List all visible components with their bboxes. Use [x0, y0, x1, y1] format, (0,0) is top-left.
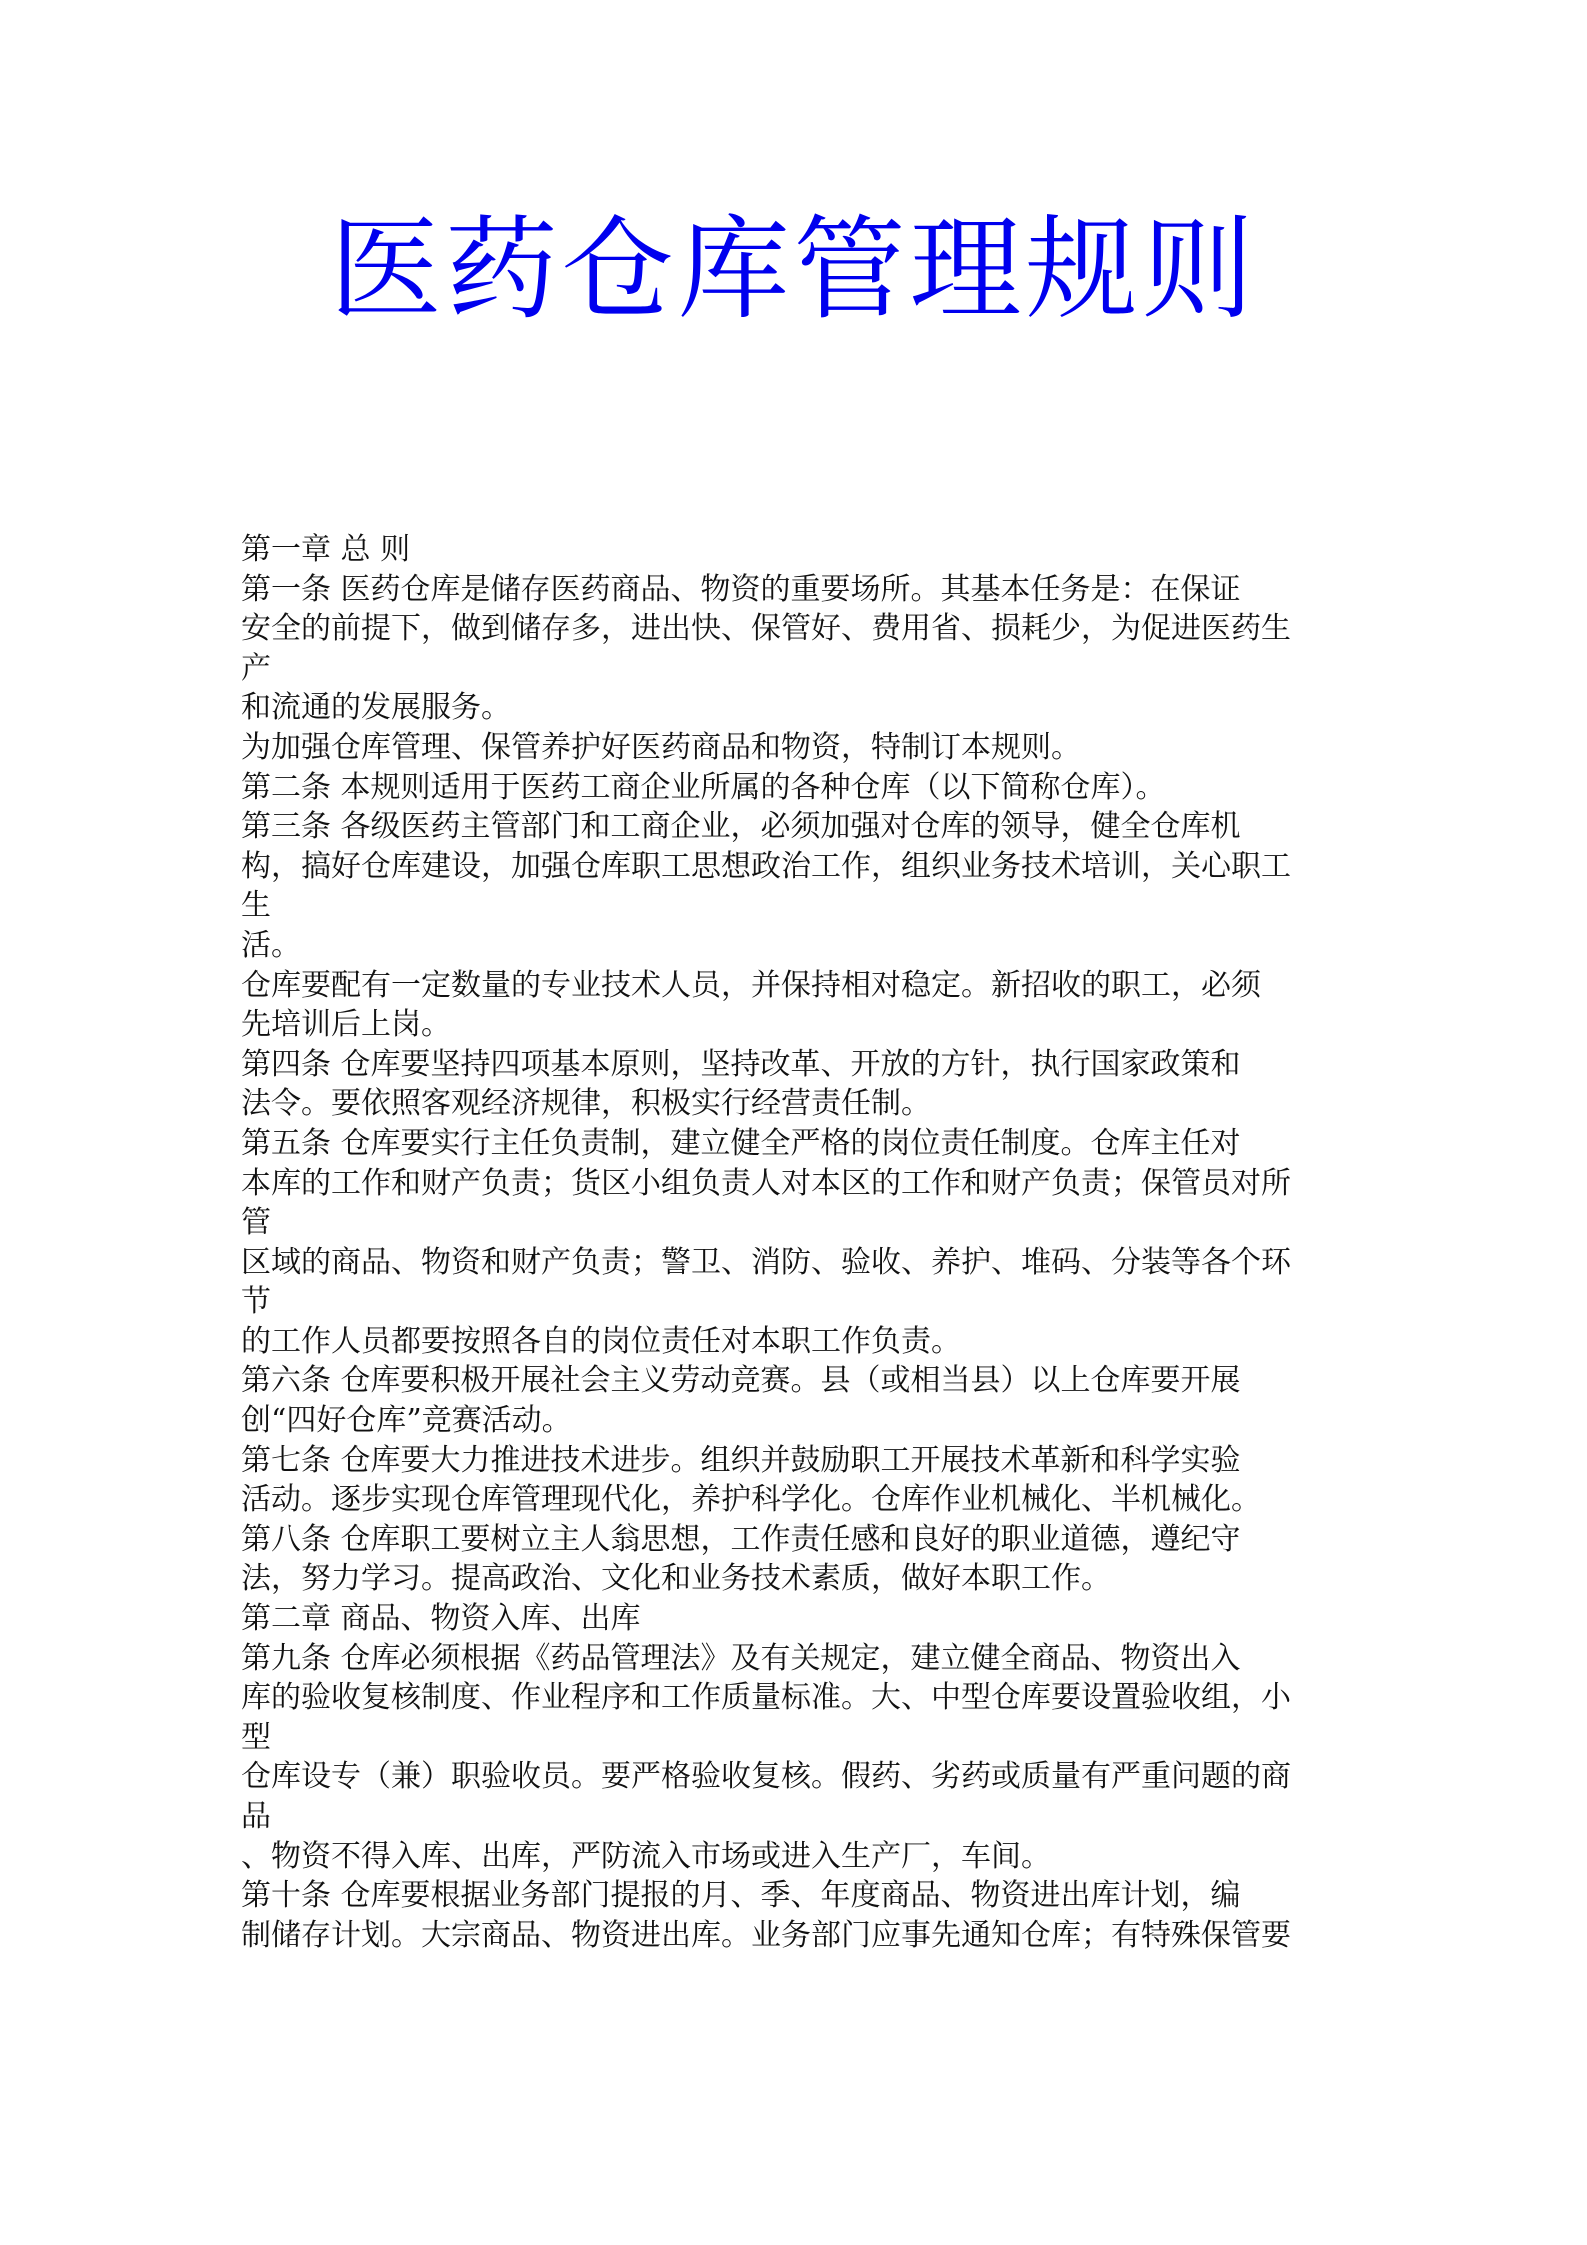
- text-line: 第二条 本规则适用于医药工商企业所属的各种仓库（以下简称仓库）。: [241, 769, 1166, 805]
- text-line: 第三条 各级医药主管部门和工商企业，必须加强对仓库的领导，健全仓库机: [241, 809, 1241, 845]
- text-line: 仓库要配有一定数量的专业技术人员，并保持相对稳定。新招收的职工，必须: [241, 967, 1261, 1003]
- text-line: 生: [241, 888, 271, 924]
- text-line: 型: [241, 1719, 271, 1755]
- text-line: 第九条 仓库必须根据《药品管理法》及有关规定，建立健全商品、物资出入: [241, 1640, 1241, 1676]
- text-line: 制储存计划。大宗商品、物资进出库。业务部门应事先通知仓库；有特殊保管要: [241, 1917, 1291, 1953]
- text-line: 的工作人员都要按照各自的岗位责任对本职工作负责。: [241, 1323, 961, 1359]
- text-line: 库的验收复核制度、作业程序和工作质量标准。大、中型仓库要设置验收组，小: [241, 1680, 1291, 1716]
- text-line: 活动。逐步实现仓库管理现代化，养护科学化。仓库作业机械化、半机械化。: [241, 1482, 1261, 1518]
- text-line: 创“四好仓库”竞赛活动。: [241, 1403, 572, 1439]
- text-line: 构，搞好仓库建设，加强仓库职工思想政治工作，组织业务技术培训，关心职工: [241, 848, 1291, 884]
- document-title: 医药仓库管理规则: [329, 205, 1258, 335]
- text-line: 安全的前提下，做到储存多，进出快、保管好、费用省、损耗少，为促进医药生: [241, 611, 1291, 647]
- text-line: 法，努力学习。提高政治、文化和业务技术素质，做好本职工作。: [241, 1561, 1111, 1597]
- text-line: 区域的商品、物资和财产负责；警卫、消防、验收、养护、堆码、分装等各个环: [241, 1244, 1291, 1280]
- text-line: 、物资不得入库、出库，严防流入市场或进入生产厂，车间。: [241, 1838, 1051, 1874]
- text-line: 为加强仓库管理、保管养护好医药商品和物资，特制订本规则。: [241, 729, 1081, 765]
- text-line: 节: [241, 1284, 271, 1320]
- text-line: 法令。要依照客观经济规律，积极实行经营责任制。: [241, 1086, 931, 1122]
- text-line: 第七条 仓库要大力推进技术进步。组织并鼓励职工开展技术革新和科学实验: [241, 1442, 1241, 1478]
- text-line: 品: [241, 1799, 271, 1834]
- text-line: 管: [241, 1205, 271, 1241]
- text-line: 第一条 医药仓库是储存医药商品、物资的重要场所。其基本任务是：在保证: [241, 571, 1241, 607]
- text-line: 仓库设专（兼）职验收员。要严格验收复核。假药、劣药或质量有严重问题的商: [241, 1759, 1291, 1795]
- text-line: 和流通的发展服务。: [241, 690, 511, 726]
- text-line: 第十条 仓库要根据业务部门提报的月、季、年度商品、物资进出库计划，编: [241, 1878, 1241, 1914]
- text-line: 本库的工作和财产负责；货区小组负责人对本区的工作和财产负责；保管员对所: [241, 1165, 1291, 1201]
- document-body: [241, 530, 1361, 1955]
- text-line: 第八条 仓库职工要树立主人翁思想，工作责任感和良好的职业道德，遵纪守: [241, 1521, 1241, 1557]
- text-line: 第四条 仓库要坚持四项基本原则，坚持改革、开放的方针，执行国家政策和: [241, 1046, 1241, 1082]
- text-line: 先培训后上岗。: [241, 1007, 451, 1043]
- text-line: 第二章 商品、物资入库、出库: [241, 1601, 641, 1637]
- text-line: 产: [241, 650, 271, 686]
- text-line: 第六条 仓库要积极开展社会主义劳动竞赛。县（或相当县）以上仓库要开展: [241, 1363, 1241, 1399]
- text-line: 第一章 总 则: [241, 532, 411, 567]
- text-line: 活。: [241, 927, 301, 963]
- text-line: 第五条 仓库要实行主任负责制，建立健全严格的岗位责任制度。仓库主任对: [241, 1125, 1241, 1161]
